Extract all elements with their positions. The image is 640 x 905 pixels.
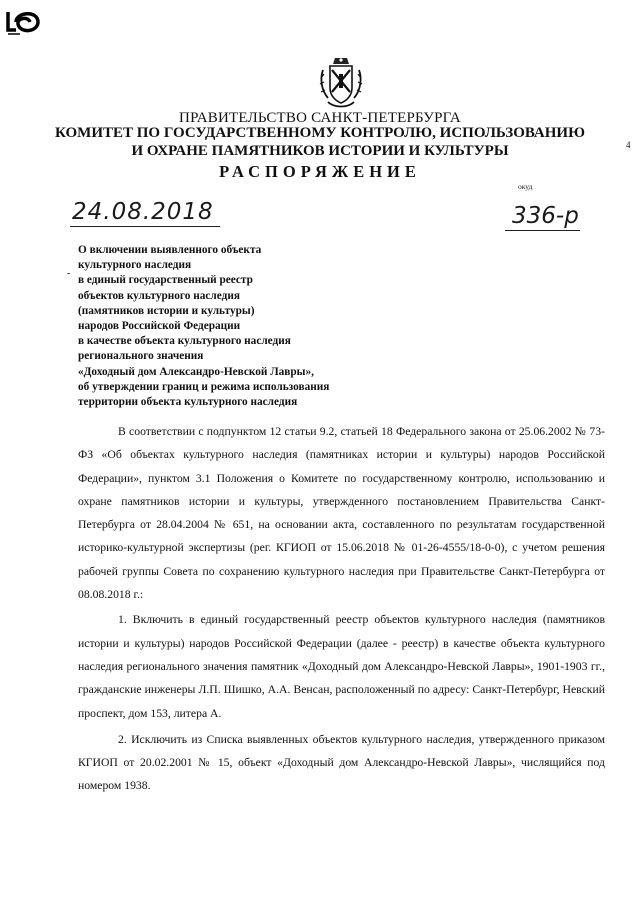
document-body — [78, 420, 605, 798]
subject-line: О включении выявленного объекта — [78, 244, 262, 256]
committee-title-line1: КОМИТЕТ ПО ГОСУДАРСТВЕННОМУ КОНТРОЛЮ, ИСПОЛЬЗОВАНИЮ — [55, 125, 585, 141]
document-type-heading: РАСПОРЯЖЕНИЕ — [219, 162, 421, 181]
subject-line: в качестве объекта культурного наследия — [78, 335, 291, 348]
subject-line: «Доходный дом Александро-Невской Лавры», — [78, 365, 314, 378]
item-1-paragraph: 1. Включить в единый государственный реестр объектов культурного наследия (памятников истории и культуры) народов Российской Федерации (далее - реестр) в качестве объекта культурного наследия регионального значения памятник «Доходный дом Александро-Невской Лавры», 1901-1903 гг., гражданские инженеры Л.П. Шишко, А.А. Венсан, расположенный по адресу: Санкт-Петербург, Невский проспект, дом 153, литера А. — [78, 613, 605, 720]
subject-margin-dash: - — [67, 268, 71, 279]
government-title: ПРАВИТЕЛЬСТВО САНКТ-ПЕТЕРБУРГА — [179, 110, 461, 126]
preamble-paragraph: В соответствии с подпунктом 12 статьи 9.2, статьей 18 Федерального закона от 25.06.2002 № 73-ФЗ «Об объектах культурного наследия (памятниках истории и культуры) народов Российской Федерации», пунктом 3.1 Положения о Комитете по государственному контролю, использованию и охране памятников истории и культуры, утвержденного постановлением Правительства Санкт-Петербурга от 28.04.2004 № 651, на основании акта, составленного по результатам государственной историко-культурной экспертизы (рег. КГИОП от 15.06.2018 № 01-26-4555/18-0-0), с учетом решения рабочей группы Совета по сохранению культурного наследия при Правительстве Санкт-Петербурга от 08.08.2018 г.: — [78, 425, 605, 602]
margin-mark: 4 — [626, 140, 631, 150]
handwritten-order-number: 336-р — [512, 203, 579, 229]
handwritten-date: 24.08.2018 — [72, 199, 214, 225]
number-underline — [505, 230, 580, 231]
subject-line: об утверждении границ и режима использования — [78, 380, 330, 393]
subject-line: территории объекта культурного наследия — [78, 396, 298, 409]
subject-line: народов Российской Федерации — [78, 320, 241, 333]
coat-of-arms-icon — [318, 56, 364, 115]
subject-line: культурного наследия — [78, 259, 192, 272]
okud-label: окуд — [518, 182, 533, 191]
date-underline — [70, 226, 220, 227]
subject-line: (памятников истории и культуры) — [78, 304, 255, 317]
committee-title-line2: И ОХРАНЕ ПАМЯТНИКОВ ИСТОРИИ И КУЛЬТУРЫ — [131, 143, 509, 159]
subject-line: объектов культурного наследия — [78, 289, 240, 302]
ribbon-logo-icon — [6, 8, 42, 41]
item-2-paragraph: 2. Исключить из Списка выявленных объектов культурного наследия, утвержденного приказом КГИОП от 20.02.2001 № 15, объект «Доходный дом Александро-Невской Лавры», числящийся под номером 1938. — [78, 732, 605, 793]
subject-line: в единый государственный реестр — [78, 274, 253, 287]
subject-block — [78, 243, 329, 410]
subject-line: регионального значения — [78, 350, 204, 363]
